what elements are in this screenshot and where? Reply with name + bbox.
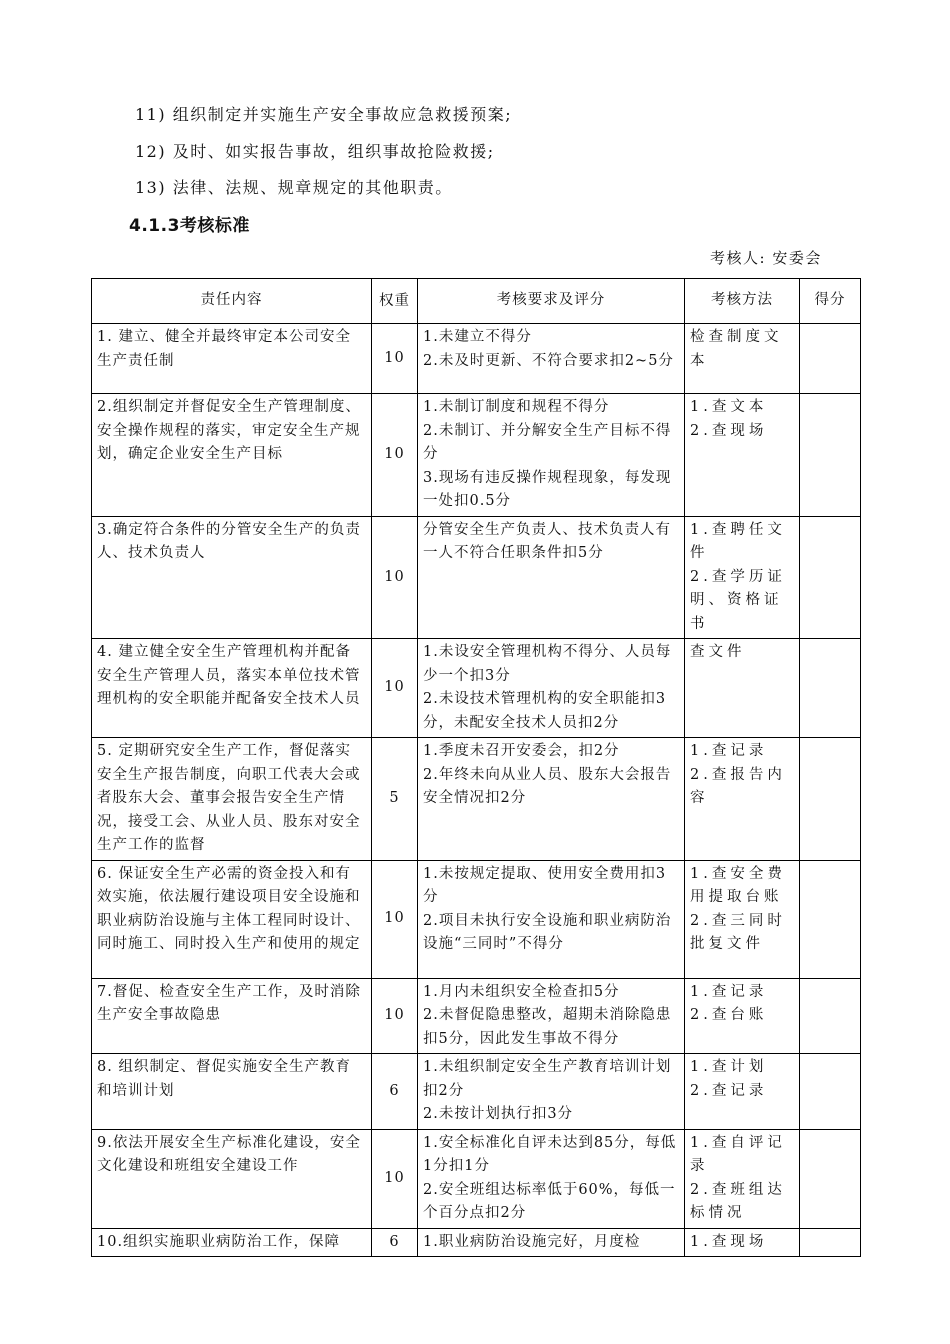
requirement-line: 1.未按规定提取、使用安全费用扣3分 xyxy=(423,865,667,905)
score-cell xyxy=(800,516,861,639)
requirement-line: 1.未建立不得分 xyxy=(423,329,532,345)
table-row xyxy=(92,516,861,639)
assessor-label: 考核人: 安委会 xyxy=(710,249,822,267)
requirement-line: 2.年终未向从业人员、股东大会报告安全情况扣2分 xyxy=(423,766,672,806)
weight-cell: 10 xyxy=(372,978,418,1054)
weight-cell: 10 xyxy=(372,860,418,978)
weight-cell: 10 xyxy=(372,1129,418,1228)
method-line: 1.查记录 xyxy=(690,983,768,1000)
method-line: 2.查班组达标情况 xyxy=(690,1181,786,1221)
weight-cell: 10 xyxy=(372,324,418,394)
table-row xyxy=(92,324,861,394)
header-method: 考核方法 xyxy=(685,279,800,324)
requirements-cell xyxy=(418,978,685,1054)
requirements-cell xyxy=(418,860,685,978)
table-row xyxy=(92,394,861,517)
method-line: 2.查报告内容 xyxy=(690,766,786,806)
weight-cell: 10 xyxy=(372,639,418,738)
weight-cell: 10 xyxy=(372,516,418,639)
responsibility-cell: 8. 组织制定、督促实施安全生产教育和培训计划 xyxy=(92,1054,372,1130)
requirement-line: 1.月内未组织安全检查扣5分 xyxy=(423,983,620,1000)
responsibility-cell: 1. 建立、健全并最终审定本公司安全生产责任制 xyxy=(92,324,372,394)
requirement-line: 1.未组织制定安全生产教育培训计划扣2分 xyxy=(423,1059,672,1099)
method-line: 1.查自评记录 xyxy=(690,1134,786,1174)
weight-cell: 5 xyxy=(372,738,418,861)
method-line: 1.查现场 xyxy=(690,1233,768,1250)
table-row xyxy=(92,1054,861,1130)
method-line: 2.查学历证明、资格证书 xyxy=(690,568,786,632)
table-header-row xyxy=(92,279,861,324)
method-cell xyxy=(685,1129,800,1228)
requirement-line: 2.未及时更新、不符合要求扣2~5分 xyxy=(423,352,674,369)
method-line: 2.查三同时批复文件 xyxy=(690,912,786,952)
score-cell xyxy=(800,1054,861,1130)
score-cell xyxy=(800,1129,861,1228)
table-row xyxy=(92,639,861,738)
table-row xyxy=(92,1228,861,1257)
requirement-line: 1.季度未召开安委会，扣2分 xyxy=(423,743,620,759)
table-row xyxy=(92,1129,861,1228)
score-cell xyxy=(800,1228,861,1257)
score-cell xyxy=(800,860,861,978)
table-row xyxy=(92,860,861,978)
weight-cell: 6 xyxy=(372,1054,418,1130)
weight-cell: 10 xyxy=(372,394,418,517)
responsibility-cell: 2.组织制定并督促安全生产管理制度、安全操作规程的落实，审定安全生产规划，确定企业安全生产目标 xyxy=(92,394,372,517)
requirement-line: 3.现场有违反操作规程现象，每发现一处扣0.5分 xyxy=(423,469,672,509)
method-cell xyxy=(685,516,800,639)
responsibility-cell: 3.确定符合条件的分管安全生产的负责人、技术负责人 xyxy=(92,516,372,639)
intro-item-13: 13) 法律、法规、规章规定的其他职责。 xyxy=(135,178,453,197)
method-cell xyxy=(685,324,800,394)
requirement-line: 1.职业病防治设施完好，月度检 xyxy=(423,1233,641,1250)
score-cell xyxy=(800,978,861,1054)
header-content: 责任内容 xyxy=(92,279,372,324)
method-line: 2.查现场 xyxy=(690,422,768,439)
requirement-line: 2.项目未执行安全设施和职业病防治设施“三同时”不得分 xyxy=(423,912,672,952)
method-cell xyxy=(685,394,800,517)
weight-cell: 6 xyxy=(372,1228,418,1257)
responsibility-cell: 6. 保证安全生产必需的资金投入和有效实施，依法履行建设项目安全设施和职业病防治设施与主体工程同时设计、同时施工、同时投入生产和使用的规定 xyxy=(92,860,372,978)
method-cell xyxy=(685,860,800,978)
requirements-cell xyxy=(418,324,685,394)
table-row xyxy=(92,738,861,861)
header-requirements: 考核要求及评分 xyxy=(418,279,685,324)
method-line: 2.查台账 xyxy=(690,1007,768,1023)
score-cell xyxy=(800,324,861,394)
intro-item-12: 12) 及时、如实报告事故，组织事故抢险救援; xyxy=(135,142,495,161)
requirement-line: 2.未设技术管理机构的安全职能扣3分，未配安全技术人员扣2分 xyxy=(423,691,667,731)
responsibility-cell: 7.督促、检查安全生产工作，及时消除生产安全事故隐患 xyxy=(92,978,372,1054)
requirement-line: 1.未制订制度和规程不得分 xyxy=(423,399,610,415)
score-cell xyxy=(800,394,861,517)
score-cell xyxy=(800,639,861,738)
method-cell xyxy=(685,1228,800,1257)
requirements-cell xyxy=(418,394,685,517)
requirement-line: 2.未制订、并分解安全生产目标不得分 xyxy=(423,422,672,462)
header-weight: 权重 xyxy=(372,279,418,324)
requirement-line: 2.未按计划执行扣3分 xyxy=(423,1106,574,1122)
header-score: 得分 xyxy=(800,279,861,324)
method-line: 2.查记录 xyxy=(690,1082,768,1099)
requirements-cell xyxy=(418,1054,685,1130)
intro-item-11: 11) 组织制定并实施生产安全事故应急救援预案; xyxy=(135,105,513,124)
responsibility-cell: 10.组织实施职业病防治工作，保障 xyxy=(92,1228,372,1257)
assessment-table xyxy=(91,278,861,1257)
method-line: 1.查聘任文件 xyxy=(690,521,786,561)
section-heading: 4.1.3考核标准 xyxy=(129,216,250,236)
responsibility-cell: 4. 建立健全安全生产管理机构并配备安全生产管理人员，落实本单位技术管理机构的安全职能并配备安全技术人员 xyxy=(92,639,372,738)
requirements-cell xyxy=(418,639,685,738)
requirements-cell xyxy=(418,516,685,639)
requirement-line: 1.安全标准化自评未达到85分，每低1分扣1分 xyxy=(423,1134,677,1174)
method-cell xyxy=(685,738,800,861)
requirement-line: 2.未督促隐患整改，超期未消除隐患扣5分，因此发生事故不得分 xyxy=(423,1007,672,1047)
method-cell xyxy=(685,1054,800,1130)
method-cell xyxy=(685,978,800,1054)
requirements-cell xyxy=(418,1129,685,1228)
method-line: 1.查安全费用提取台账 xyxy=(690,865,786,905)
requirements-cell xyxy=(418,738,685,861)
method-line: 1.查计划 xyxy=(690,1059,768,1075)
requirements-cell xyxy=(418,1228,685,1257)
method-line: 检查制度文本 xyxy=(690,329,783,369)
method-line: 查文件 xyxy=(690,644,746,660)
requirement-line: 分管安全生产负责人、技术负责人有一人不符合任职条件扣5分 xyxy=(423,521,671,561)
responsibility-cell: 5. 定期研究安全生产工作，督促落实安全生产报告制度，向职工代表大会或者股东大会、董事会报告安全生产情况，接受工会、从业人员、股东对安全生产工作的监督 xyxy=(92,738,372,861)
responsibility-cell: 9.依法开展安全生产标准化建设，安全文化建设和班组安全建设工作 xyxy=(92,1129,372,1228)
method-line: 1.查文本 xyxy=(690,399,768,415)
score-cell xyxy=(800,738,861,861)
requirement-line: 1.未设安全管理机构不得分、人员每少一个扣3分 xyxy=(423,644,672,684)
method-line: 1.查记录 xyxy=(690,743,768,759)
table-row xyxy=(92,978,861,1054)
method-cell xyxy=(685,639,800,738)
requirement-line: 2.安全班组达标率低于60%，每低一个百分点扣2分 xyxy=(423,1181,676,1221)
